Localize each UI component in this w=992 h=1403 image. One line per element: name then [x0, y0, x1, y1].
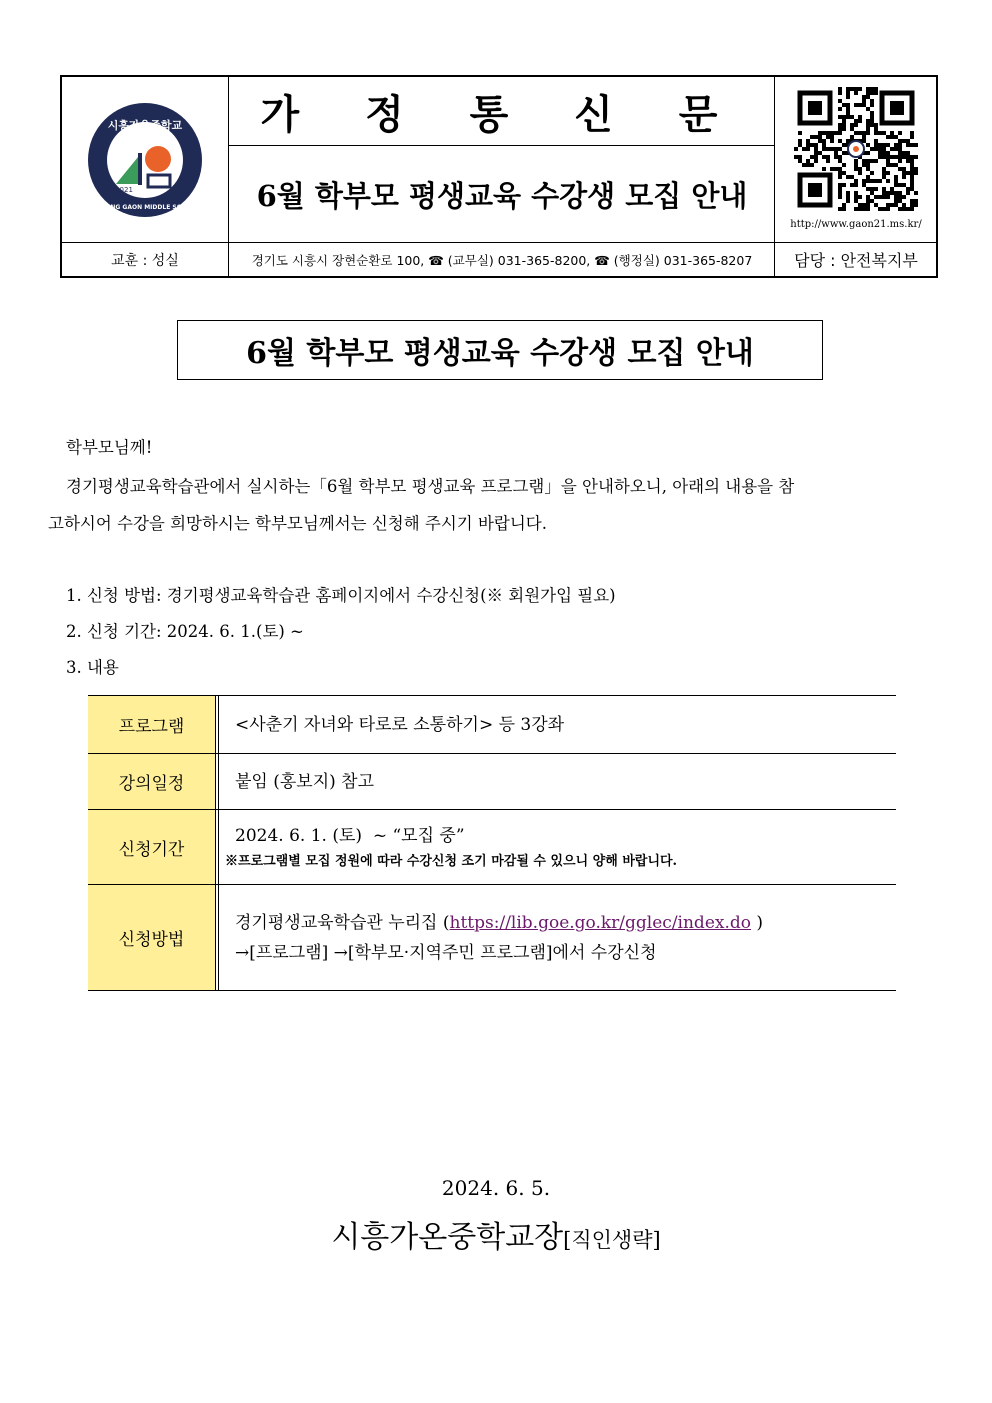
row-value-suffix: )	[750, 912, 764, 933]
school-logo-cell	[62, 77, 228, 242]
contact-department: 담당 : 안전복지부	[794, 251, 918, 270]
row-label: 강의일정	[88, 754, 215, 809]
row-label: 신청기간	[88, 810, 215, 884]
divider	[228, 77, 229, 276]
table-row	[88, 754, 896, 809]
signature-line	[0, 1212, 992, 1256]
page-subtitle: 6월 학부모 평생교육 수강생 모집 안내	[256, 178, 748, 213]
homepage-url[interactable]: http://www.gaon21.ms.kr/	[790, 219, 922, 230]
row-value: <사춘기 자녀와 타로로 소통하기> 등 3강좌	[235, 714, 565, 735]
notice-title: 6월 학부모 평생교육 수강생 모집 안내	[177, 320, 823, 380]
website-link[interactable]: https://lib.goe.go.kr/gglec/index.do	[449, 912, 751, 933]
signer-name: 시흥가온중학교장	[331, 1220, 564, 1255]
qr-cell	[776, 77, 936, 242]
logo-year: 2021	[115, 185, 133, 194]
row-note: ※프로그램별 모집 정원에 따라 수강신청 조기 마감될 수 있으니 양해 바랍니다.	[225, 854, 678, 869]
row-label: 프로그램	[88, 696, 215, 753]
list-item-content: 3. 내용	[66, 658, 119, 677]
logo-top-text: 시흥가온중학교	[107, 118, 183, 132]
paragraph-line-2: 고하시어 수강을 희망하시는 학부모님께서는 신청해 주시기 바랍니다.	[48, 514, 547, 533]
row-value-prefix: 경기평생교육학습관 누리집 (	[235, 912, 450, 933]
issue-date: 2024. 6. 5.	[441, 1176, 551, 1200]
table-row	[88, 810, 896, 884]
table-row	[88, 696, 896, 753]
seal-note: [직인생략]	[563, 1228, 661, 1252]
school-motto: 교훈 : 성실	[111, 252, 179, 269]
table-row	[88, 885, 896, 990]
divider	[774, 77, 775, 276]
row-label: 신청방법	[88, 885, 215, 990]
qr-code-icon[interactable]	[794, 87, 918, 211]
row-value: 붙임 (홍보지) 참고	[235, 771, 375, 792]
school-logo-icon	[86, 101, 204, 219]
logo-bottom-text: SIHEUNG GAON MIDDLE SCHOOL	[89, 203, 201, 211]
row-value: 2024. 6. 1. (토) ~ “모집 중”	[235, 826, 465, 846]
row-value-line2: →[프로그램] →[학부모·지역주민 프로그램]에서 수강신청	[235, 942, 657, 963]
school-address: 경기도 시흥시 장현순환로 100, ☎ (교무실) 031-365-8200, ☎ (행정실) 031-365-8207	[251, 252, 753, 268]
list-item-method: 1. 신청 방법: 경기평생교육학습관 홈페이지에서 수강신청(※ 회원가입 필요)	[66, 586, 616, 605]
program-table	[88, 695, 896, 991]
paragraph-line-1: 경기평생교육학습관에서 실시하는「6월 학부모 평생교육 프로그램」을 안내하오니, 아래의 내용을 참	[66, 477, 795, 496]
header-table	[60, 75, 938, 278]
list-item-period: 2. 신청 기간: 2024. 6. 1.(토) ~	[66, 622, 304, 641]
greeting: 학부모님께!	[66, 438, 153, 457]
page-title: 가 정 통 신 문	[260, 90, 744, 138]
